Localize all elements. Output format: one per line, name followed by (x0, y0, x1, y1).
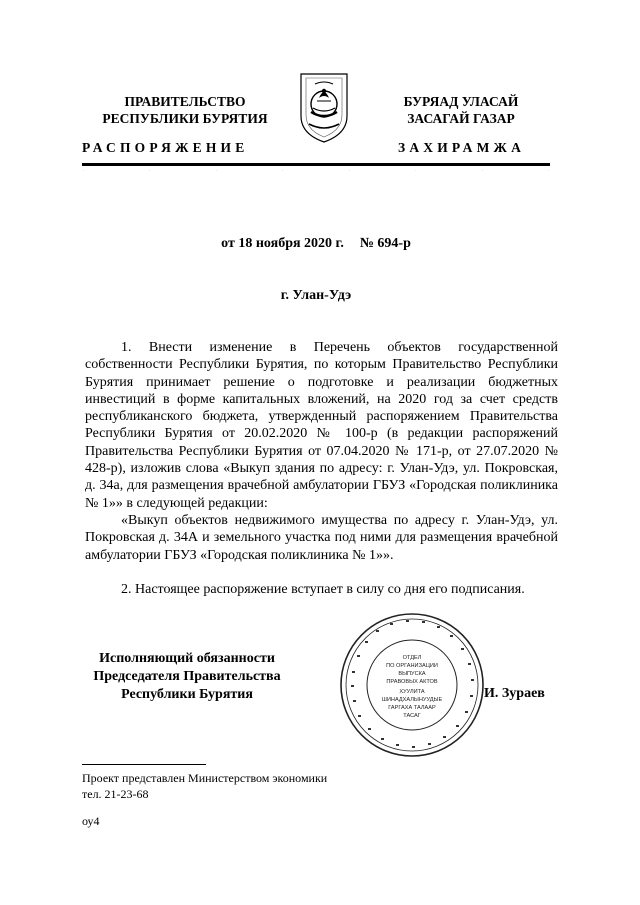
signatory-position (82, 650, 292, 704)
header-right-block (372, 93, 550, 127)
footnote (82, 770, 327, 802)
stamp-line-6: ШИНАДХАЛЫНУУДЫЕ (381, 697, 443, 703)
footnote-line1: Проект представлен Министерством экономики (82, 771, 328, 785)
signatory-position-line1: Исполняющий обязанности (99, 651, 275, 666)
footnote-divider (82, 764, 206, 765)
document-type-title: РАСПОРЯЖЕНИЕ (82, 140, 249, 155)
signatory-position-line2: Председателя Правительства (93, 669, 281, 684)
header-right-line2: ЗАСАГАЙ ГАЗАР (407, 111, 515, 126)
document-code: оу4 (82, 814, 100, 828)
document-number: № 694-р (359, 236, 411, 251)
official-stamp-icon (338, 611, 486, 759)
header-divider (82, 163, 550, 166)
footnote-line2: тел. 21-23-68 (82, 787, 149, 801)
date-number-line (82, 236, 550, 252)
header-dotted-line: ˙ ˙ ˙ ˙ ˙ ˙ ˙ ˙ (82, 170, 550, 176)
stamp-line-1: ОТДЕЛ (402, 655, 422, 661)
coat-of-arms-icon (297, 68, 351, 144)
header-right-line1: БУРЯАД УЛАСАЙ (403, 94, 519, 109)
signatory-name: И. Зураев (484, 686, 545, 701)
stamp-line-2: ПО ОРГАНИЗАЦИИ (386, 663, 438, 669)
stamp-line-8: ТАСАГ (403, 713, 421, 719)
paragraph-2: 2. Настоящее распоряжение вступает в силу со дня его подписания. (121, 581, 525, 597)
header-left-line2: РЕСПУБЛИКИ БУРЯТИЯ (102, 111, 268, 126)
city-name: г. Улан-Удэ (280, 288, 352, 303)
paragraph-1: 1. Внести изменение в Перечень объектов государственной собственности Республики Бурятия, по которым Правительство Республики Бурятия принимает решение о подготовке и реализации бюджетных инвестиций в форме капитальных вложений, на 2020 год за счет средств республиканского бюджета, утвержденный распоряжением Правительства Республики Бурятия от 20.02.2020 № 100-р (в редакции распоряжений Правительства Республики Бурятия от 07.04.2020 № 171-р, от 27.07.2020 № 428-р), изложив слова «Выкуп здания по адресу: г. Улан-Удэ, ул. Покровская, д. 34а, для размещения врачебной амбулатории ГБУЗ «Городская поликлиника № 1»» в следующей редакции: (85, 340, 558, 511)
document-body (85, 339, 558, 598)
header-left-line1: ПРАВИТЕЛЬСТВО (124, 94, 246, 109)
header-left-block (80, 93, 290, 127)
stamp-line-7: ГАРГАХА ТАЛААР (388, 705, 436, 711)
signatory-position-line3: Республики Бурятия (121, 687, 253, 702)
paragraph-1-quote: «Выкуп объектов недвижимого имущества по адресу г. Улан-Удэ, ул. Покровская д. 34А и земельного участка под ними для размещения врачебной амбулатории ГБУЗ «Городская поликлиника № 1»». (85, 512, 558, 563)
document-date: от 18 ноября 2020 г. (221, 236, 344, 251)
document-type-title-buryat: ЗАХИРАМЖА (398, 140, 526, 155)
stamp-line-4: ПРАВОВЫХ АКТОВ (386, 679, 438, 685)
stamp-line-5: ХУУЛИТА (399, 689, 425, 695)
stamp-line-3: ВЫПУСКА (398, 671, 426, 677)
